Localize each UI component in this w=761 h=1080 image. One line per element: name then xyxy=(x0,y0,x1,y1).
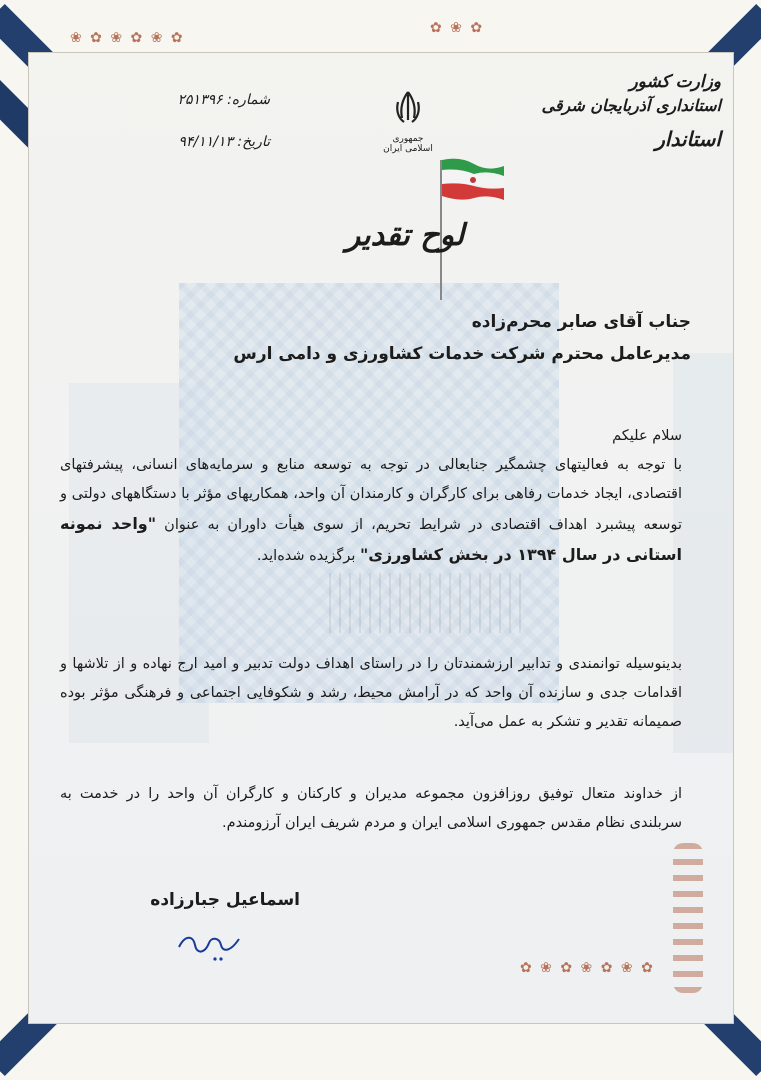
emblem xyxy=(378,88,438,154)
ornament-right xyxy=(673,843,703,993)
emblem-caption: جمهوری اسلامی ایران xyxy=(383,134,433,154)
body-paragraph-1 xyxy=(60,422,682,571)
governor-line: استاندار xyxy=(655,127,721,151)
addressee-name: جناب آقای صابر محرم‌زاده xyxy=(471,312,691,332)
ornament-bottom-right: ✿ ❀ ✿ ❀ ✿ ❀ ✿ xyxy=(520,960,655,976)
addressee-position: مدیرعامل محترم شرکت خدمات کشاورزی و دامی ارس xyxy=(233,344,691,364)
background-balcony xyxy=(329,573,529,633)
ornament-top-left: ❀ ✿ ❀ ✿ ❀ ✿ xyxy=(70,30,185,46)
handwritten-signature xyxy=(175,925,245,965)
signatory-name: اسماعیل جبارزاده xyxy=(150,890,300,910)
body-paragraph-2: بدینوسیله توانمندی و تدابیر ارزشمندتان را در راستای اهداف دولت تدبیر و امید ارج نهاده و از تلاشها و اقدامات جدی و سازنده آن واحد که در آرامش محیط، رشد و شکوفایی اجتماعی و فرهنگی مؤثر بوده صمیمانه تقدیر و تشکر به عمل می‌آید. xyxy=(60,656,682,730)
body-paragraph-3: از خداوند متعال توفیق روزافزون مجموعه مدیران و کارکنان و کارگران آن واحد را در خدمت به سربلندی نظام مقدس جمهوری اسلامی ایران و مردم شریف ایران آرزومندم. xyxy=(60,786,682,831)
ornament-top-center: ✿ ❀ ✿ xyxy=(430,20,485,36)
issue-date: تاریخ: ۹۴/۱۱/۱۳ xyxy=(178,134,270,150)
iran-emblem-icon xyxy=(388,88,428,128)
background-building-right xyxy=(673,353,733,753)
award-title: "واحد نمونه استانی در سال ۱۳۹۴ در بخش کشاورزی" xyxy=(60,514,682,564)
certificate-title: لوح تقدیر xyxy=(345,218,465,253)
ministry-header xyxy=(521,72,721,151)
serial-number: شماره: ۲۵۱۳۹۶ xyxy=(177,92,270,108)
body-text: با توجه به فعالیتهای چشمگیر جنابعالی در توجه به توسعه منابع و سرمایه‌های انسانی، پیشرفتهای اقتصادی، ایجاد خدمات رفاهی برای کارگران و کارمندان آن واحد، همکاریهای مؤثر با دستگاههای دولتی و توسعه پیشبرد اهداف اقتصادی در شرایط تحریم، از سوی هیأت داوران به عنوان xyxy=(60,457,682,533)
greeting: سلام علیکم xyxy=(612,428,682,444)
iran-flag-icon xyxy=(440,158,506,204)
ministry-line: وزارت کشور xyxy=(629,72,721,92)
province-office-line: استانداری آذربایجان شرقی xyxy=(541,96,721,115)
body-text: برگزیده شده‌اید. xyxy=(256,548,360,564)
